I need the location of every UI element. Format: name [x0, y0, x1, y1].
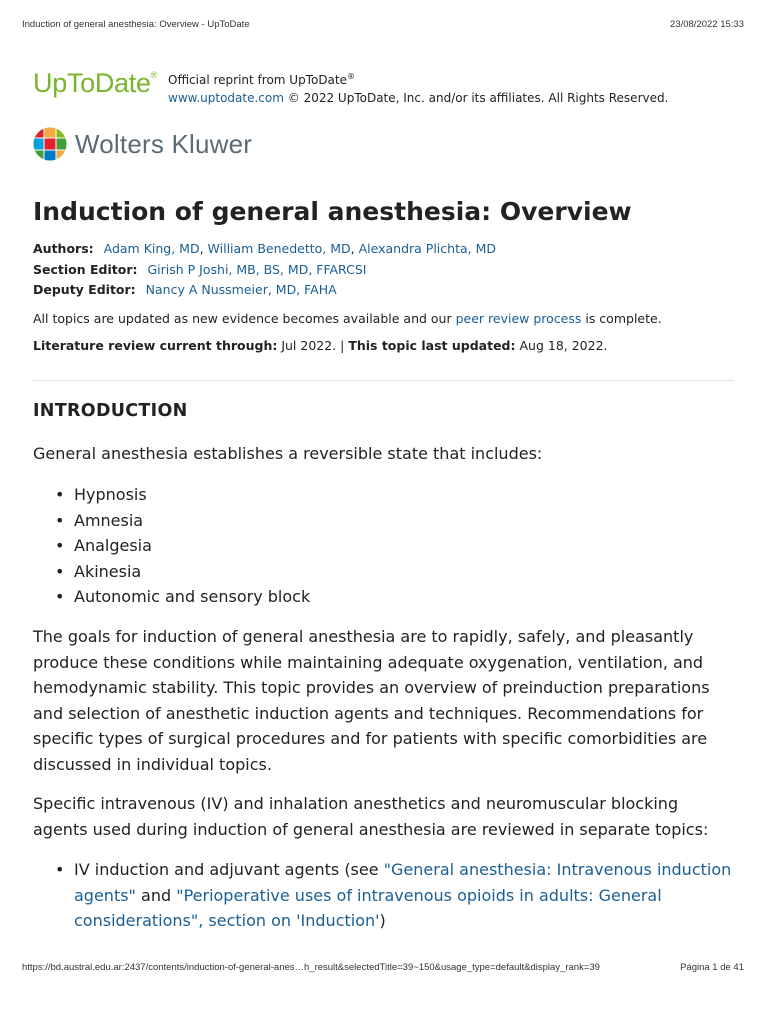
uptodate-logo-text: UpToDate	[33, 68, 151, 98]
intro-lead-paragraph: General anesthesia establishes a reversible state that includes:	[33, 444, 543, 463]
print-header-title: Induction of general anesthesia: Overview - UpToDate	[22, 19, 250, 30]
update-note-text: All topics are updated as new evidence becomes available and our	[33, 311, 456, 326]
authors-row: Authors: Adam King, MD, William Benedetto, MD, Alexandra Plichta, MD	[33, 241, 496, 256]
wolters-kluwer-logo	[33, 126, 252, 162]
deputy-editor-link[interactable]: Nancy A Nussmeier, MD, FAHA	[145, 282, 337, 297]
reprint-notice	[168, 68, 668, 107]
review-status	[33, 337, 608, 355]
author-link[interactable]: William Benedetto, MD	[207, 241, 351, 256]
print-header-datetime: 23/08/2022 15:33	[670, 19, 744, 30]
uptodate-logo[interactable]	[33, 68, 157, 99]
section-divider	[33, 380, 734, 381]
update-note	[33, 310, 662, 328]
list-item: • Amnesia	[33, 508, 310, 534]
related-topics-list	[33, 857, 738, 934]
authors-label: Authors:	[33, 241, 94, 256]
specific-agents-paragraph: Specific intravenous (IV) and inhalation anesthetics and neuromuscular blocking agents used during induction of general anesthesia are reviewed in separate topics:	[33, 794, 709, 839]
uptodate-site-link[interactable]: www.uptodate.com	[168, 91, 284, 105]
author-link[interactable]: Alexandra Plichta, MD	[358, 241, 496, 256]
list-item: • Hypnosis	[33, 482, 310, 508]
intravenous-induction-agents-link[interactable]: "General anesthesia: Intravenous induction agents"	[74, 860, 732, 905]
print-header	[22, 19, 744, 30]
topic-item-text: IV induction and adjuvant agents (see	[74, 860, 384, 879]
update-note-tail: is complete.	[581, 311, 662, 326]
deputy-editor-label: Deputy Editor:	[33, 282, 136, 297]
list-item: • Autonomic and sensory block	[33, 584, 310, 610]
section-editor-link[interactable]: Girish P Joshi, MB, BS, MD, FFARCSI	[147, 261, 367, 277]
list-item: • Akinesia	[33, 559, 310, 585]
topic-item-close: )	[379, 911, 386, 930]
topic-item-and: and	[135, 885, 177, 905]
lit-review-value: Jul 2022. |	[277, 338, 349, 353]
lit-review-label: Literature review current through:	[33, 338, 278, 353]
wolters-kluwer-globe-icon	[33, 127, 67, 161]
uptodate-logo-mark: ®	[150, 70, 158, 80]
goals-paragraph: The goals for induction of general anesthesia are to rapidly, safely, and pleasantly produce these conditions while maintaining adequate oxygenation, ventilation, and hemodynamic stability. This topic provides an overview of preinduction preparations and selection of anesthetic induction agents and techniques. Recommendations for specific types of surgical procedures and for patients with specific comorbidities are discussed in individual topics.	[33, 627, 710, 774]
intravenous-opioids-link[interactable]: "Perioperative uses of intravenous opioids in adults: General considerations", section on 'Induction'	[74, 885, 662, 930]
section-editor-label: Section Editor:	[33, 261, 138, 277]
article-metadata	[33, 239, 496, 301]
peer-review-link[interactable]: peer review process	[455, 311, 582, 326]
last-updated-label: This topic last updated:	[348, 338, 516, 353]
reprint-line: Official reprint from UpToDate	[168, 73, 347, 87]
print-footer-url: https://bd.austral.edu.ar:2437/contents/induction-of-general-anes…h_result&selectedTitle=39~150&usage_type=default&display_rank=39	[22, 962, 600, 973]
list-item	[33, 857, 738, 934]
print-footer-page: Página 1 de 41	[680, 962, 744, 973]
list-item: • Analgesia	[33, 533, 310, 559]
anesthesia-state-list	[33, 482, 310, 610]
author-link[interactable]: Adam King, MD	[103, 241, 200, 256]
reprint-mark: ®	[347, 72, 355, 81]
copyright-text: © 2022 UpToDate, Inc. and/or its affiliates. All Rights Reserved.	[283, 91, 669, 105]
last-updated-value: Aug 18, 2022.	[515, 338, 608, 353]
wolters-kluwer-wordmark: Wolters Kluwer	[75, 128, 253, 159]
deputy-editor-row	[33, 280, 496, 301]
introduction-heading: INTRODUCTION	[33, 401, 188, 421]
brand-row	[33, 62, 738, 112]
print-footer	[22, 962, 744, 973]
article-title: Induction of general anesthesia: Overview	[33, 197, 632, 226]
section-editor-row	[33, 260, 496, 281]
